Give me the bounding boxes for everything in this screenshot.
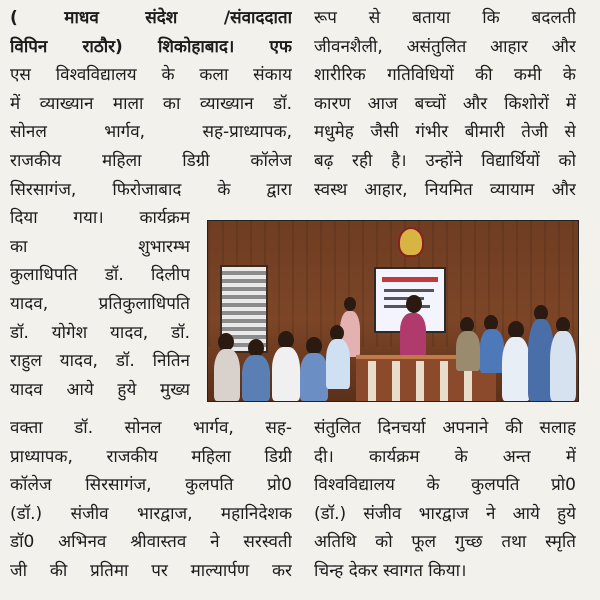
- student: [214, 349, 240, 401]
- event-photo: [207, 220, 579, 402]
- text-line: सिरसागंज, फिरोजाबाद के द्वारा: [10, 179, 292, 200]
- student: [272, 347, 300, 401]
- guest-head: [344, 297, 356, 311]
- student: [480, 329, 504, 373]
- text-line: (डॉ.) संजीव भारद्वाज ने आये हुये: [314, 503, 576, 524]
- text-line: रूप से बताया कि बदलती: [314, 8, 576, 28]
- text-line: यादव आये हुये मुख्य: [10, 379, 190, 400]
- speaker-head: [406, 295, 422, 313]
- text-line: (डॉ.) संजीव भारद्वाज, महानिदेशक: [10, 503, 292, 524]
- student: [326, 339, 350, 389]
- text-line: कारण आज बच्चों और किशोरों में: [314, 93, 576, 114]
- text-line: डॉ. योगेश यादव, डॉ.: [10, 322, 190, 343]
- text-line: स्वस्थ आहार, नियमित व्यायाम और: [314, 179, 576, 200]
- text-line: जी की प्रतिमा पर माल्यार्पण कर: [10, 560, 292, 581]
- text-line: विश्वविद्यालय के कुलपति प्रो0: [314, 475, 576, 496]
- left-bottom-text: [10, 414, 292, 586]
- text-line: का शुभारम्भ: [10, 236, 190, 257]
- text-line: यादव, प्रतिकुलाधिपति: [10, 293, 190, 314]
- text-line: कॉलेज सिरसागंज, कुलपति प्रो0: [10, 475, 292, 496]
- text-line: चिन्ह देकर स्वागत किया।: [314, 560, 467, 581]
- text-line: दिया गया। कार्यक्रम: [10, 208, 190, 229]
- student: [242, 355, 270, 401]
- speaker: [400, 313, 426, 357]
- text-line: जीवनशैली, असंतुलित आहार और: [314, 36, 576, 57]
- text-line: राजकीय महिला डिग्री कॉलेज: [10, 150, 292, 171]
- student: [550, 331, 576, 401]
- text-line: राहुल यादव, डॉ. नितिन: [10, 351, 190, 372]
- text-line: शारीरिक गतिविधियों की कमी के: [314, 65, 576, 86]
- text-line: एस विश्वविद्यालय के कला संकाय: [10, 65, 292, 86]
- text-line: सोनल भार्गव, सह-प्राध्यापक,: [10, 122, 292, 143]
- byline-line-1: ( माधव संदेश /संवाददाता: [10, 8, 292, 28]
- text-line: कुलाधिपति डॉ. दिलीप: [10, 265, 190, 286]
- student: [502, 337, 530, 401]
- text-line: डॉ0 अभिनव श्रीवास्तव ने सरस्वती: [10, 532, 292, 553]
- text-line: वक्ता डॉ. सोनल भार्गव, सह-: [10, 418, 292, 438]
- student: [456, 331, 480, 371]
- text-line: संतुलित दिनचर्या अपनाने की सलाह: [314, 418, 576, 438]
- right-bottom-text: [314, 414, 576, 586]
- text-line: अतिथि को फूल गुच्छ तथा स्मृति: [314, 532, 576, 553]
- wrap-around-text: [10, 204, 190, 404]
- student: [300, 353, 328, 401]
- text-line: बढ़ रही है। उन्होंने विद्यार्थियों को: [314, 150, 576, 171]
- emblem-icon: [398, 227, 424, 257]
- byline-line-2: विपिन राठौर) शिकोहाबाद। एफ: [10, 36, 292, 57]
- article-right-column: [314, 0, 576, 581]
- text-line: मधुमेह जैसी गंभीर बीमारी तेजी से: [314, 122, 576, 143]
- text-line: दी। कार्यक्रम के अन्त में: [314, 446, 576, 467]
- text-line: में व्याख्यान माला का व्याख्यान डॉ.: [10, 93, 292, 114]
- text-line: प्राध्यापक, राजकीय महिला डिग्री: [10, 446, 292, 467]
